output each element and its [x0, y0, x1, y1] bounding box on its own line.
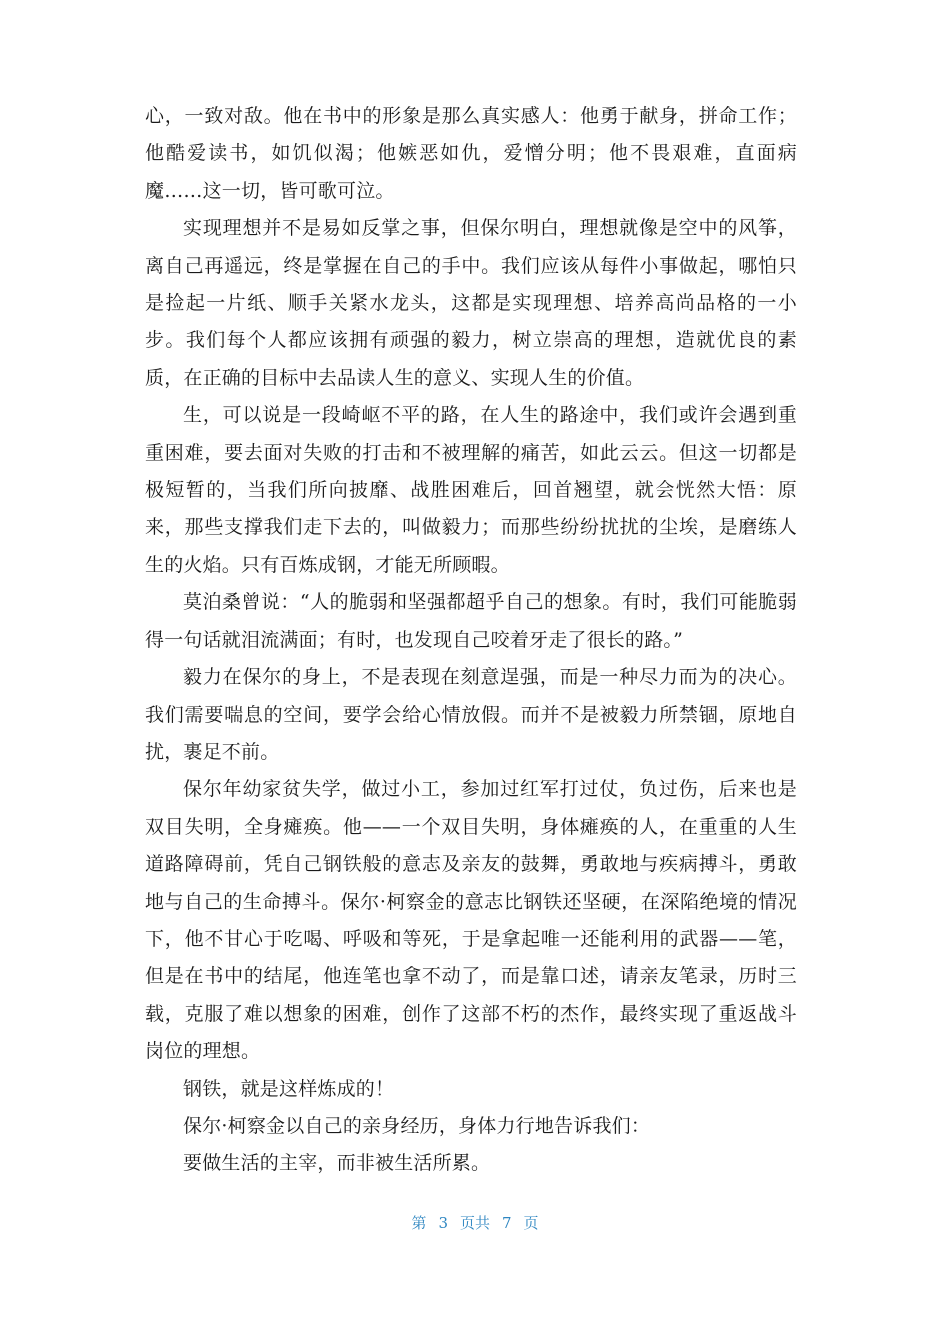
- footer-current-page: 3: [438, 1214, 448, 1232]
- footer-label-ye-gong: 页共: [459, 1214, 490, 1232]
- paragraph-5: 毅力在保尔的身上，不是表现在刻意逞强，而是一种尽力而为的决心。我们需要喘息的空间，要学会给心情放假。而并不是被毅力所禁锢，原地自扰，裹足不前。: [145, 666, 797, 763]
- paragraph-3: 生，可以说是一段崎岖不平的路，在人生的路途中，我们或许会遇到重重困难，要去面对失败的打击和不被理解的痛苦，如此云云。但这一切都是极短暂的，当我们所向披靡、战胜困难后，回首翘望，就会恍然大悟：原来，那些支撑我们走下去的，叫做毅力；而那些纷纷扰扰的尘埃，是磨练人生的火焰。只有百炼成钢，才能无所顾暇。: [145, 404, 797, 576]
- paragraph-4: 莫泊桑曾说：“人的脆弱和坚强都超乎自己的想象。有时，我们可能脆弱得一句话就泪流满面；有时，也发现自己咬着牙走了很长的路。”: [145, 591, 797, 651]
- footer-label-di: 第: [411, 1214, 427, 1232]
- page-footer: [0, 1212, 950, 1233]
- paragraph-8: 保尔·柯察金以自己的亲身经历，身体力行地告诉我们：: [183, 1114, 651, 1137]
- paragraph-9: 要做生活的主宰，而非被生活所累。: [183, 1152, 491, 1175]
- paragraph-6: 保尔年幼家贫失学，做过小工，参加过红军打过仗，负过伤，后来也是双目失明，全身瘫痪。他——一个双目失明，身体瘫痪的人，在重重的人生道路障碍前，凭自己钢铁般的意志及亲友的鼓舞，勇敢地与疾病搏斗，勇敢地与自己的生命搏斗。保尔·柯察金的意志比钢铁还坚硬，在深陷绝境的情况下，他不甘心于吃喝、呼吸和等死，于是拿起唯一还能利用的武器——笔，但是在书中的结尾，他连笔也拿不动了，而是靠口述，请亲友笔录，历时三载，克服了难以想象的困难，创作了这部不朽的杰作，最终实现了重返战斗岗位的理想。: [145, 778, 797, 1063]
- paragraph-2: 实现理想并不是易如反掌之事，但保尔明白，理想就像是空中的风筝，离自己再遥远，终是掌握在自己的手中。我们应该从每件小事做起，哪怕只是捡起一片纸、顺手关紧水龙头，这都是实现理想、培养高尚品格的一小步。我们每个人都应该拥有顽强的毅力，树立崇高的理想，造就优良的素质，在正确的目标中去品读人生的意义、实现人生的价值。: [145, 217, 797, 389]
- paragraph-1: 心，一致对敌。他在书中的形象是那么真实感人：他勇于献身，拼命工作；他酷爱读书，如饥似渴；他嫉恶如仇，爱憎分明；他不畏艰难，直面病魔……这一切，皆可歌可泣。: [145, 105, 797, 202]
- footer-total-pages: 7: [502, 1214, 512, 1232]
- paragraph-7: 钢铁，就是这样炼成的！: [183, 1077, 395, 1100]
- footer-label-ye: 页: [523, 1214, 539, 1232]
- document-body: [145, 98, 797, 1183]
